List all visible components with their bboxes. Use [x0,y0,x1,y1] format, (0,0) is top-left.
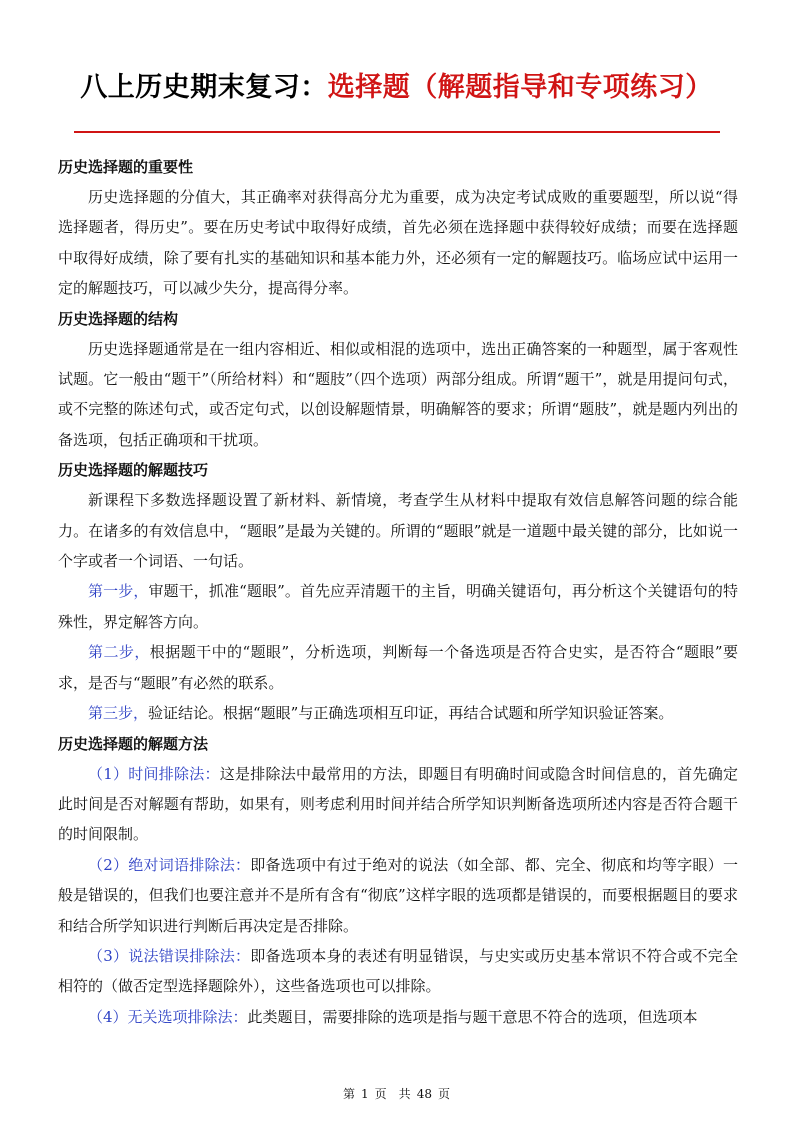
method-paragraph [58,759,738,850]
paragraph-text: 即备选项本身的表述有明显错误，与史实或历史基本常识不符合或不完全相符的（做否定型选择题除外），这些备选项也可以排除。 [58,946,738,996]
method-paragraph [58,850,738,941]
section-importance [58,152,738,304]
paragraph-text: 新课程下多数选择题设置了新材料、新情境，考查学生从材料中提取有效信息解答问题的综合能力。在诸多的有效信息中，“题眼”是最为关键的。所谓的“题眼”就是一道题中最关键的部分，比如说一个字或者一个词语、一句话。 [58,491,738,571]
method-label: （3）说法错误排除法： [88,946,251,965]
method-label: （2）绝对词语排除法： [88,855,251,874]
title-highlight: 选择题（解题指导和专项练习） [327,72,713,103]
section-structure [58,304,738,456]
step-label: 第二步， [88,643,150,662]
document-title [0,70,793,106]
paragraph-text: 这是排除法中最常用的方法，即题目有明确时间或隐含时间信息的，首先确定此时间是否对解题有帮助，如果有，则考虑利用时间并结合所学知识判断备选项所述内容是否符合题干的时间限制。 [58,764,738,844]
section-heading: 历史选择题的解题技巧 [58,461,209,480]
paragraph-text: 审题干，抓准“题眼”。首先应弄清题干的主旨，明确关键语句，再分析这个关键语句的特殊性，界定解答方向。 [58,582,738,631]
paragraph-text: 历史选择题通常是在一组内容相近、相似或相混的选项中，选出正确答案的一种题型，属于客观性试题。它一般由“题干”（所给材料）和“题肢”（四个选项）两部分组成。所谓“题干”，就是用提问句式，或不完整的陈述句式，或否定句式，以创设解题情景，明确解答的要求；所谓“题肢”，就是题内列出的备选项，包括正确项和干扰项。 [58,339,738,449]
step-label: 第三步， [88,704,149,723]
page-number: 1 [361,1087,369,1101]
step-label: 第一步， [88,582,149,601]
paragraph-text: 即备选项中有过于绝对的说法（如全部、都、完全、彻底和均等字眼）一般是错误的，但我们也要注意并不是所有含有“彻底”这样字眼的选项都是错误的，而要根据题目的要求和结合所学知识进行判断后再决定是否排除。 [58,855,738,935]
document-body [58,152,738,1032]
method-paragraph [58,1002,738,1032]
paragraph-text: 根据题干中的“题眼”，分析选项，判断每一个备选项是否符合史实，是否符合“题眼”要求，是否与“题眼”有必然的联系。 [58,643,738,692]
footer-suffix: 页 [437,1087,450,1101]
section-skills [58,455,738,728]
method-label: （4）无关选项排除法： [88,1007,248,1026]
total-pages: 48 [416,1087,432,1101]
paragraph [58,182,738,304]
paragraph [58,485,738,576]
title-divider [74,131,720,133]
paragraph-text: 验证结论。根据“题眼”与正确选项相互印证，再结合试题和所学知识验证答案。 [148,704,674,723]
footer-prefix: 第 [343,1087,356,1101]
step-paragraph [58,637,738,698]
step-paragraph [58,576,738,637]
paragraph-text: 历史选择题的分值大，其正确率对获得高分尤为重要，成为决定考试成败的重要题型，所以说“得选择题者，得历史”。要在历史考试中取得好成绩，首先必须在选择题中获得较好成绩；而要在选择题中取得好成绩，除了要有扎实的基础知识和基本能力外，还必须有一定的解题技巧。临场应试中运用一定的解题技巧，可以减少失分，提高得分率。 [58,188,738,298]
method-paragraph [58,941,738,1002]
paragraph-text: 此类题目，需要排除的选项是指与题干意思不符合的选项，但选项本 [247,1007,698,1026]
section-heading: 历史选择题的重要性 [58,158,194,176]
section-heading: 历史选择题的结构 [58,309,179,328]
title-main: 八上历史期末复习： [80,72,328,103]
footer-mid: 页 共 [374,1087,411,1101]
section-methods [58,729,738,1033]
section-heading: 历史选择题的解题方法 [58,734,209,753]
page-footer [0,1085,793,1102]
step-paragraph [58,698,738,728]
paragraph [58,334,738,456]
method-label: （1）时间排除法： [88,764,220,783]
